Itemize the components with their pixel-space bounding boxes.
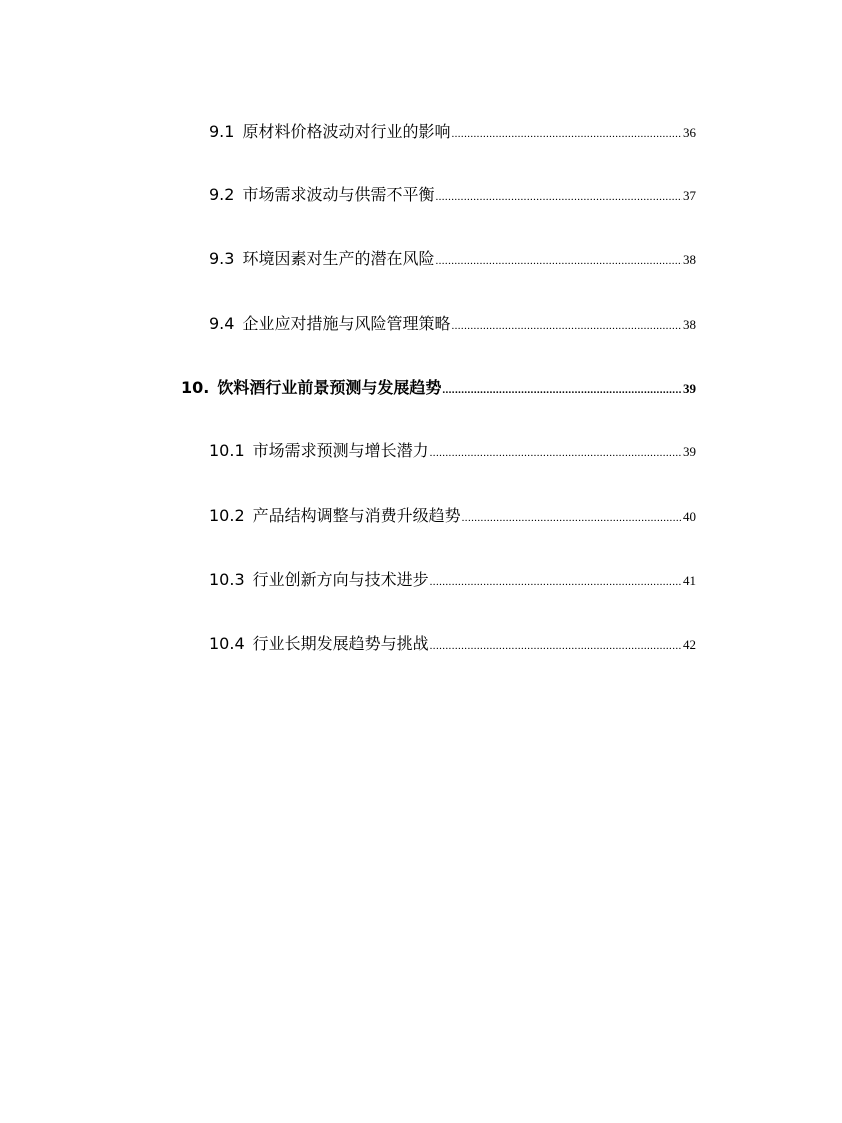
dot-leader: [435, 191, 682, 203]
toc-entry-number: 9.4: [209, 314, 235, 333]
toc-entry-title: 原材料价格波动对行业的影响: [242, 122, 451, 141]
toc-entry-title: 饮料酒行业前景预测与发展趋势: [217, 378, 442, 397]
toc-entry-9-1[interactable]: [209, 119, 696, 141]
toc-entry-title: 行业创新方向与技术进步: [252, 570, 429, 589]
dot-leader: [430, 447, 682, 459]
toc-entry-10-2[interactable]: [209, 503, 696, 525]
toc-entry-title: 市场需求波动与供需不平衡: [242, 185, 435, 204]
toc-page-number: 41: [683, 573, 696, 588]
toc-entry-title: 行业长期发展趋势与挑战: [252, 634, 429, 653]
toc-page-number: 36: [683, 125, 696, 140]
toc-entry-10[interactable]: [181, 375, 696, 397]
toc-entry-title: 环境因素对生产的潜在风险: [242, 249, 435, 268]
toc-entry-number: 9.3: [209, 249, 235, 268]
toc-entry-9-4[interactable]: [209, 311, 696, 333]
toc-entry-number: 10.1: [209, 441, 245, 460]
toc-entry-title: 市场需求预测与增长潜力: [252, 441, 429, 460]
toc-entry-9-2[interactable]: [209, 182, 696, 204]
dot-leader: [462, 512, 682, 524]
toc-page-number: 39: [683, 444, 696, 459]
dot-leader: [442, 384, 682, 396]
toc-page-number: 38: [683, 317, 696, 332]
toc-entry-title: 企业应对措施与风险管理策略: [242, 314, 451, 333]
toc-entry-number: 10.4: [209, 634, 245, 653]
toc-page-number: 42: [683, 637, 696, 652]
dot-leader: [430, 640, 682, 652]
toc-entry-9-3[interactable]: [209, 246, 696, 268]
toc-entry-number: 10.2: [209, 506, 245, 525]
toc-page-number: 37: [683, 188, 696, 203]
toc-entry-title: 产品结构调整与消费升级趋势: [252, 506, 461, 525]
toc-entry-number: 10.3: [209, 570, 245, 589]
toc-entry-10-1[interactable]: [209, 438, 696, 460]
dot-leader: [430, 576, 682, 588]
dot-leader: [435, 255, 682, 267]
toc-entry-number: 9.2: [209, 185, 235, 204]
dot-leader: [451, 128, 682, 140]
toc-page-number: 39: [683, 381, 696, 396]
toc-entry-10-3[interactable]: [209, 567, 696, 589]
toc-entry-number: 9.1: [209, 122, 235, 141]
toc-entry-number: 10.: [181, 378, 210, 397]
toc-page-number: 40: [683, 509, 696, 524]
toc-entry-10-4[interactable]: [209, 631, 696, 653]
toc-page-number: 38: [683, 252, 696, 267]
dot-leader: [451, 320, 682, 332]
